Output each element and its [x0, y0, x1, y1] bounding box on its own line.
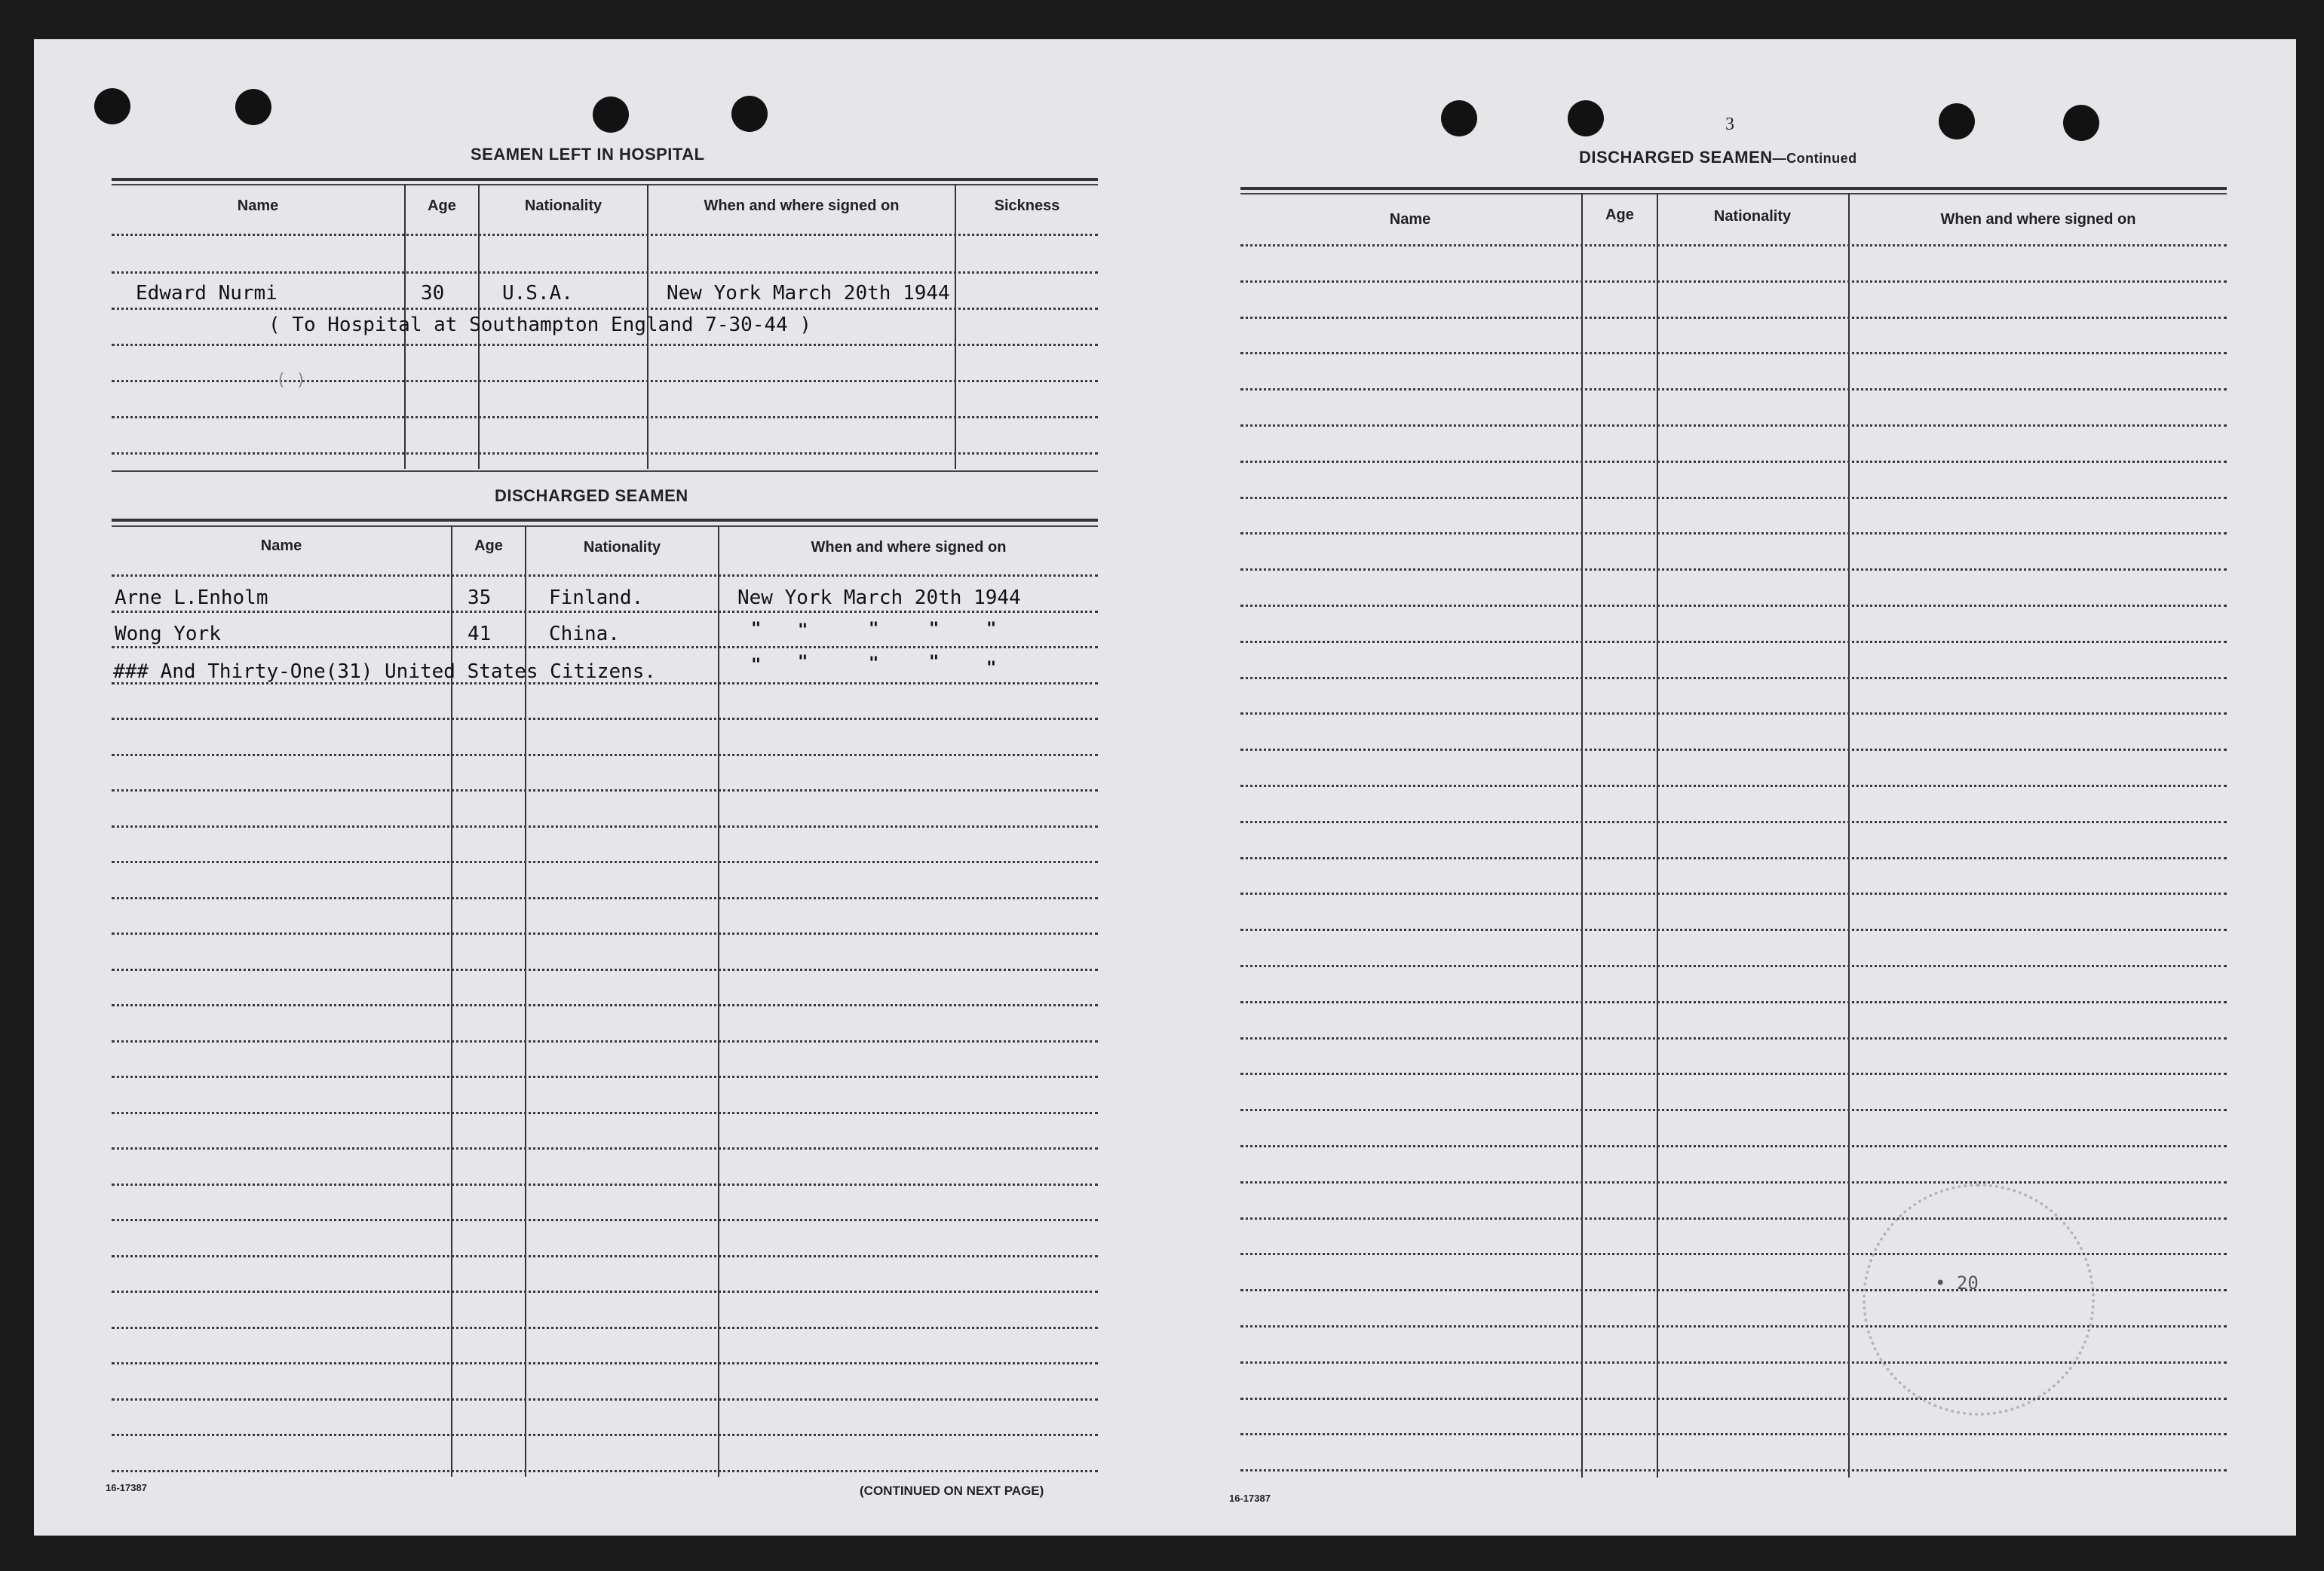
- punch-hole: [731, 96, 768, 132]
- table-row-rule: [112, 897, 1098, 899]
- table-row-rule: [1240, 1181, 2227, 1184]
- table-row-rule: [112, 1362, 1098, 1364]
- column-divider: [1657, 193, 1658, 1478]
- table-row-rule: [1240, 1217, 2227, 1220]
- right-section-title: [1579, 148, 1857, 167]
- table-row-rule: [112, 1327, 1098, 1329]
- punch-hole: [1568, 100, 1604, 136]
- hospital-entry-note: ( To Hospital at Southampton England 7-30-44 ): [268, 314, 812, 336]
- column-divider: [955, 184, 956, 469]
- punch-hole: [235, 89, 271, 125]
- ditto-mark: ": [986, 659, 997, 678]
- hospital-entry-nationality: U.S.A.: [502, 282, 573, 305]
- table-row-rule: [1240, 1361, 2227, 1364]
- punch-hole: [1939, 103, 1975, 139]
- right-form-number: 16-17387: [1229, 1493, 1271, 1504]
- table-row-rule: [112, 611, 1098, 613]
- table-row-rule: [112, 1184, 1098, 1186]
- table-row-rule: [1240, 568, 2227, 571]
- table-row-rule: [1240, 712, 2227, 715]
- table-row-rule: [112, 646, 1098, 648]
- table-row-rule: [112, 1219, 1098, 1221]
- right-header-signed-on: When and where signed on: [1940, 211, 2136, 228]
- discharged-row-1-signed-on: New York March 20th 1944: [737, 586, 1021, 609]
- table-row-rule: [1240, 965, 2227, 967]
- table-row-rule: [1240, 1433, 2227, 1435]
- column-divider: [1848, 193, 1850, 1478]
- punch-hole: [1441, 100, 1477, 136]
- hospital-header-nationality: Nationality: [524, 198, 602, 214]
- table-row-rule: [1240, 641, 2227, 643]
- table-row-rule: [112, 754, 1098, 756]
- table-row-rule: [112, 1255, 1098, 1257]
- table-row-rule: [112, 271, 1098, 274]
- ditto-mark: ": [869, 620, 879, 639]
- ditto-mark: ": [986, 620, 997, 639]
- table-row-rule: [1240, 388, 2227, 390]
- faded-marking: ( ): [276, 371, 396, 390]
- table-row-rule: [1240, 1109, 2227, 1111]
- discharged-row-2-age: 41: [468, 623, 492, 645]
- hospital-header-sickness: Sickness: [994, 198, 1060, 214]
- discharged-header-nationality: Nationality: [583, 539, 661, 556]
- table-row-rule: [1240, 280, 2227, 283]
- hospital-header-signed-on: When and where signed on: [704, 198, 900, 214]
- right-header-age: Age: [1605, 207, 1634, 223]
- faded-stamp: [1863, 1184, 2095, 1416]
- punch-hole: [94, 88, 130, 124]
- right-title-main: DISCHARGED SEAMEN: [1579, 148, 1773, 167]
- table-row-rule: [1240, 893, 2227, 895]
- hospital-section-title: SEAMEN LEFT IN HOSPITAL: [471, 145, 705, 164]
- table-row-rule: [1240, 677, 2227, 679]
- table-row-rule: [1240, 461, 2227, 463]
- discharged-row-2-name: Wong York: [115, 623, 221, 645]
- right-table-top-rule: [1240, 193, 2227, 194]
- hospital-header-name: Name: [237, 198, 279, 214]
- table-row-rule: [1240, 749, 2227, 751]
- table-row-rule: [112, 1040, 1098, 1043]
- faded-stamp-mark: • 20: [1935, 1272, 1979, 1294]
- punch-hole: [593, 96, 629, 133]
- table-row-rule: [1240, 1001, 2227, 1003]
- table-row-rule: [1240, 785, 2227, 787]
- table-row-rule: [112, 416, 1098, 418]
- discharged-row-1-name: Arne L.Enholm: [115, 586, 268, 609]
- table-row-rule: [112, 932, 1098, 935]
- left-form-number: 16-17387: [106, 1482, 147, 1493]
- table-row-rule: [1240, 821, 2227, 823]
- column-divider: [1581, 193, 1583, 1478]
- table-row-rule: [112, 1112, 1098, 1114]
- table-row-rule: [112, 308, 1098, 310]
- table-row-rule: [1240, 1469, 2227, 1471]
- table-row-rule: [112, 452, 1098, 455]
- page-number: 3: [1725, 115, 1734, 134]
- discharged-row-2-nationality: China.: [549, 623, 620, 645]
- table-row-rule: [1240, 1037, 2227, 1040]
- table-row-rule: [112, 1004, 1098, 1006]
- discharged-row-1-nationality: Finland.: [549, 586, 644, 609]
- table-row-rule: [112, 825, 1098, 828]
- discharged-table-top-rule: [112, 525, 1098, 527]
- table-row-rule: [1240, 497, 2227, 499]
- table-row-rule: [112, 234, 1098, 236]
- punch-hole: [2063, 105, 2099, 141]
- hospital-table-top-rule: [112, 178, 1098, 181]
- table-row-rule: [112, 718, 1098, 720]
- right-title-suffix: —Continued: [1772, 151, 1857, 166]
- table-row-rule: [112, 574, 1098, 577]
- right-header-name: Name: [1389, 211, 1431, 228]
- table-row-rule: [112, 1398, 1098, 1401]
- table-row-rule: [112, 380, 1098, 382]
- discharged-header-age: Age: [474, 537, 503, 554]
- table-row-rule: [1240, 532, 2227, 534]
- table-row-rule: [112, 1291, 1098, 1293]
- table-row-rule: [1240, 352, 2227, 354]
- continued-note: (CONTINUED ON NEXT PAGE): [860, 1484, 1044, 1498]
- hospital-entry-age: 30: [421, 282, 445, 305]
- hospital-entry-name: Edward Nurmi: [136, 282, 277, 305]
- table-row-rule: [1240, 424, 2227, 427]
- ditto-mark: ": [798, 621, 808, 640]
- right-table-top-rule: [1240, 187, 2227, 190]
- table-row-rule: [1240, 317, 2227, 319]
- ditto-mark: ": [929, 620, 940, 639]
- discharged-table-top-rule: [112, 519, 1098, 522]
- table-row-rule: [1240, 244, 2227, 247]
- table-row-rule: [112, 861, 1098, 863]
- table-row-rule: [112, 1076, 1098, 1078]
- hospital-table-bottom-rule: [112, 470, 1098, 472]
- table-row-rule: [112, 1434, 1098, 1436]
- table-row-rule: [1240, 857, 2227, 859]
- table-row-rule: [1240, 605, 2227, 607]
- ditto-mark: ": [751, 620, 762, 639]
- discharged-header-signed-on: When and where signed on: [811, 539, 1007, 556]
- table-row-rule: [1240, 1145, 2227, 1147]
- table-row-rule: [1240, 1073, 2227, 1075]
- discharged-citizens-note: ### And Thirty-One(31) United States Citizens.: [113, 660, 657, 683]
- hospital-table-top-rule: [112, 184, 1098, 185]
- ditto-mark: ": [751, 656, 762, 675]
- table-row-rule: [112, 344, 1098, 346]
- ditto-mark: ": [869, 654, 879, 673]
- hospital-header-age: Age: [428, 198, 456, 214]
- ditto-mark: ": [798, 653, 808, 672]
- column-divider: [718, 525, 719, 1477]
- hospital-entry-signed-on: New York March 20th 1944: [667, 282, 950, 305]
- table-row-rule: [112, 1470, 1098, 1472]
- table-row-rule: [112, 969, 1098, 971]
- discharged-row-1-age: 35: [468, 586, 492, 609]
- discharged-header-name: Name: [260, 537, 302, 554]
- table-row-rule: [1240, 1398, 2227, 1400]
- table-row-rule: [1240, 929, 2227, 931]
- table-row-rule: [112, 789, 1098, 792]
- ditto-mark: ": [929, 653, 940, 672]
- discharged-section-title: DISCHARGED SEAMEN: [495, 486, 688, 505]
- right-header-nationality: Nationality: [1713, 208, 1792, 225]
- table-row-rule: [112, 1147, 1098, 1150]
